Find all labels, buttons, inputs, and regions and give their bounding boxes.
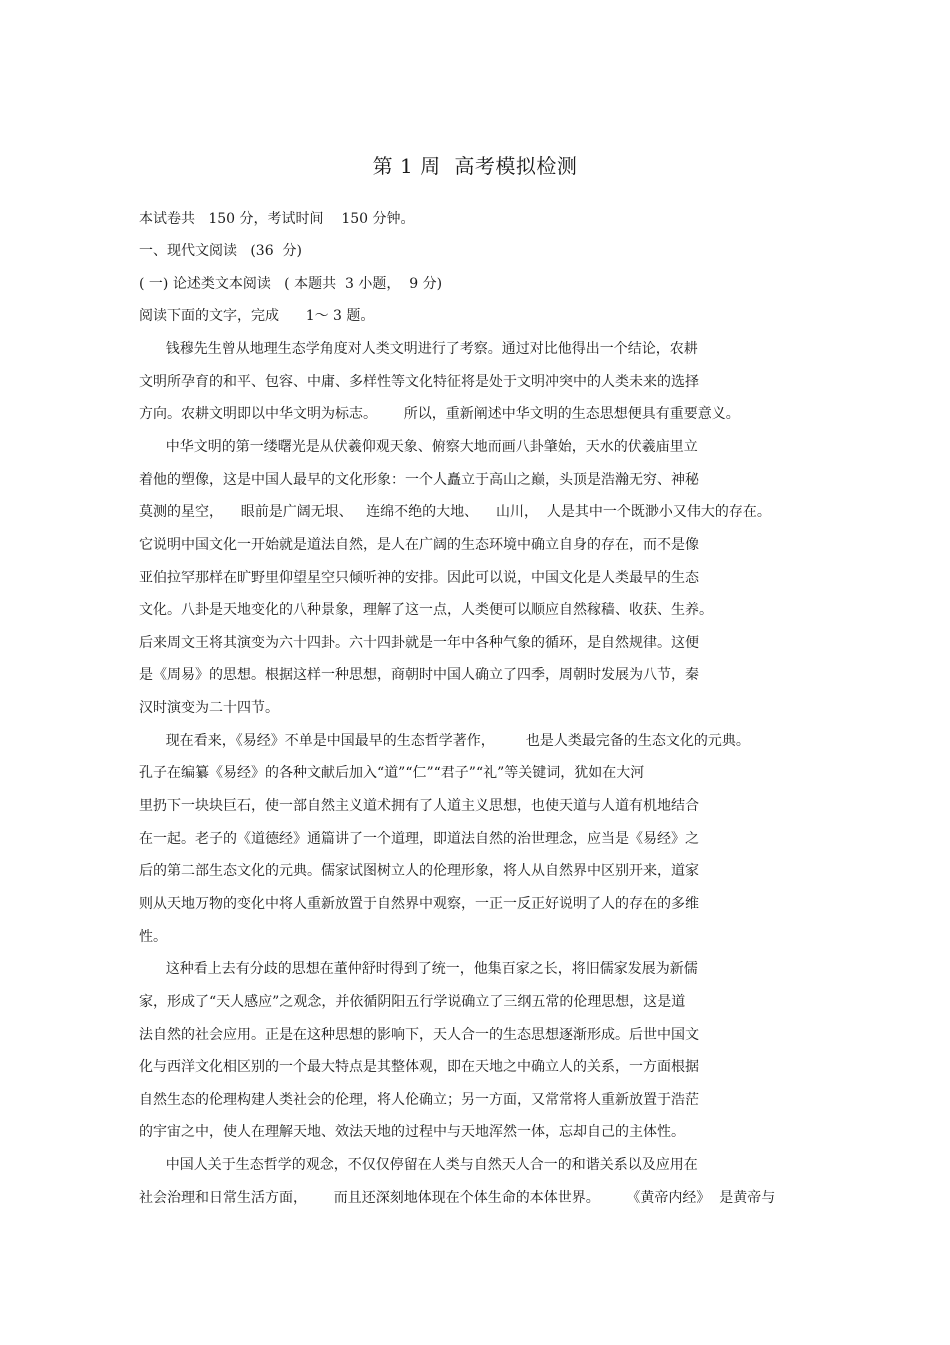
subsection-heading: ( 一) 论述类文本阅读 ( 本题共 3 小题， 9 分): [139, 276, 443, 292]
text-line: 后来周文王将其演变为六十四卦。六十四卦就是一年中各种气象的循环，是自然规律。这便: [139, 635, 699, 651]
text-line: 亚伯拉罕那样在旷野里仰望星空只倾听神的安排。因此可以说，中国文化是人类最早的生态: [139, 570, 699, 586]
text-line: 着他的塑像，这是中国人最早的文化形象：一个人矗立于高山之巅，头顶是浩瀚无穷、神秘: [139, 472, 699, 488]
text-line: 文明所孕育的和平、包容、中庸、多样性等文化特征将是处于文明冲突中的人类未来的选择: [139, 374, 699, 390]
text-line: 的宇宙之中，使人在理解天地、效法天地的过程中与天地浑然一体，忘却自己的主体性。: [139, 1124, 685, 1140]
text-line: 化与西洋文化相区别的一个最大特点是其整体观，即在天地之中确立人的关系，一方面根据: [139, 1059, 699, 1075]
text-line: 方向。农耕文明即以中华文明为标志。 所以，重新阐述中华文明的生态思想便具有重要意义。: [139, 406, 740, 422]
text-line: 社会治理和日常生活方面， 而且还深刻地体现在个体生命的本体世界。 《黄帝内经》 是黄帝与: [139, 1190, 776, 1206]
text-line: 现在看来，《易经》不单是中国最早的生态哲学著作， 也是人类最完备的生态文化的元典。: [139, 733, 750, 749]
text-line: 孔子在编纂《易经》的各种文献后加入“道”“仁”“君子”“礼”等关键词，犹如在大河: [139, 765, 645, 781]
text-line: 是《周易》的思想。根据这样一种思想，商朝时中国人确立了四季，周朝时发展为八节，秦: [139, 667, 699, 683]
text-line: 这种看上去有分歧的思想在董仲舒时得到了统一，他集百家之长，将旧儒家发展为新儒: [139, 961, 698, 977]
text-line: 性。: [139, 929, 167, 945]
instruction-line: 阅读下面的文字，完成 1～ 3 题。: [139, 308, 375, 324]
text-line: 自然生态的伦理构建人类社会的伦理，将人伦确立；另一方面，又常常将人重新放置于浩茫: [139, 1092, 699, 1108]
text-line: 钱穆先生曾从地理生态学角度对人类文明进行了考察。通过对比他得出一个结论，农耕: [139, 341, 698, 357]
page-title: 第 1 周 高考模拟检测: [372, 154, 578, 178]
text-line: 家，形成了“天人感应”之观念，并依循阴阳五行学说确立了三纲五常的伦理思想，这是道: [139, 994, 686, 1010]
text-line: 中国人关于生态哲学的观念，不仅仅停留在人类与自然天人合一的和谐关系以及应用在: [139, 1157, 698, 1173]
text-line: 则从天地万物的变化中将人重新放置于自然界中观察，一正一反正好说明了人的存在的多维: [139, 896, 699, 912]
text-line: 在一起。老子的《道德经》通篇讲了一个道理，即道法自然的治世理念，应当是《易经》之: [139, 831, 699, 847]
text-line: 法自然的社会应用。正是在这种思想的影响下，天人合一的生态思想逐渐形成。后世中国文: [139, 1027, 699, 1043]
text-line: 后的第二部生态文化的元典。儒家试图树立人的伦理形象，将人从自然界中区别开来，道家: [139, 863, 699, 879]
text-line: 它说明中国文化一开始就是道法自然，是人在广阔的生态环境中确立自身的存在，而不是像: [139, 537, 699, 553]
text-line: 莫测的星空， 眼前是广阔无垠、 连绵不绝的大地、 山川， 人是其中一个既渺小又伟大的存在。: [139, 504, 771, 520]
section-heading: 一、现代文阅读 (36 分): [139, 243, 302, 259]
text-line: 文化。八卦是天地变化的八种景象，理解了这一点，人类便可以顺应自然稼穑、收获、生养。: [139, 602, 713, 618]
text-line: 里扔下一块块巨石，使一部自然主义道术拥有了人道主义思想，也使天道与人道有机地结合: [139, 798, 699, 814]
text-line: 中华文明的第一缕曙光是从伏羲仰观天象、俯察大地而画八卦肇始，天水的伏羲庙里立: [139, 439, 698, 455]
text-line: 汉时演变为二十四节。: [139, 700, 279, 716]
exam-info-line: 本试卷共 150 分，考试时间 150 分钟。: [139, 211, 415, 227]
